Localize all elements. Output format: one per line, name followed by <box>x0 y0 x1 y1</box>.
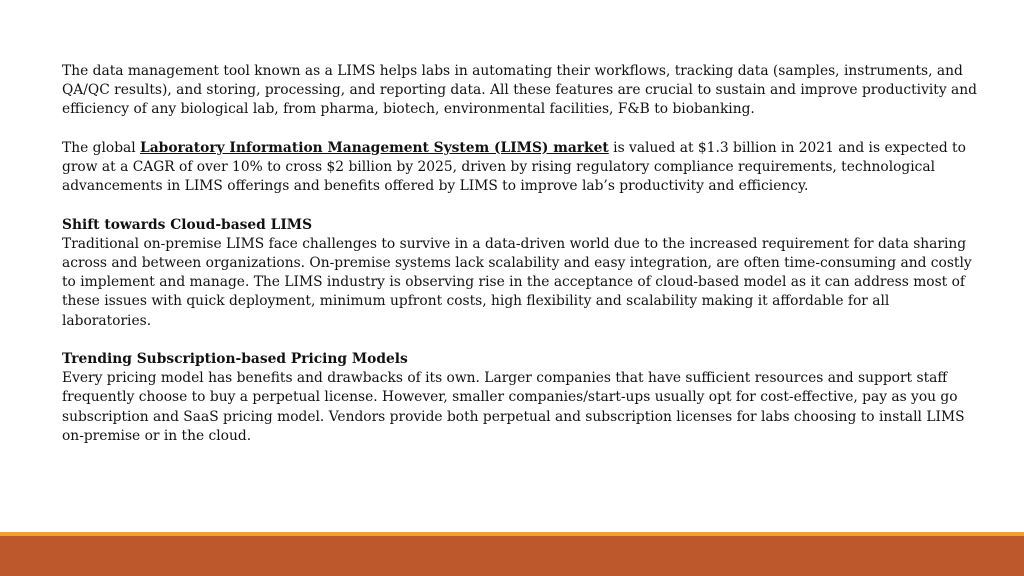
cloud-section <box>62 216 982 331</box>
pricing-section <box>62 350 982 446</box>
cloud-section-body: Traditional on-premise LIMS face challenges to survive in a data-driven world due to the increased requirement for data sharing across and between organizations. On-premise systems lack scalability and easy integration, are often time-consuming and costly to implement and manage. The LIMS industry is observing rise in the acceptance of cloud-based model as it can address most of these issues with quick deployment, minimum upfront costs, high flexibility and scalability making it affordable for all laboratories. <box>62 235 972 329</box>
market-paragraph-suffix: is valued at $1.3 billion in 2021 and is expected to grow at a CAGR of over 10% to cross $2 billion by 2025, driven by rising regulatory compliance requirements, technological advancements in LIMS offerings and benefits offered by LIMS to improve lab’s productivity and efficiency. <box>62 139 966 195</box>
intro-paragraph: The data management tool known as a LIMS helps labs in automating their workflows, tracking data (samples, instruments, and QA/QC results), and storing, processing, and reporting data. All these features are crucial to sustain and improve productivity and efficiency of any biological lab, from pharma, biotech, environmental facilities, F&B to biobanking. <box>62 63 977 118</box>
market-paragraph-prefix: The global <box>62 139 141 156</box>
lims-market-link[interactable]: Laboratory Information Management System (LIMS) market <box>140 139 609 156</box>
cloud-section-heading: Shift towards Cloud-based LIMS <box>62 216 313 233</box>
pricing-section-heading: Trending Subscription-based Pricing Models <box>62 351 408 367</box>
market-paragraph <box>62 139 982 197</box>
pricing-section-body: Every pricing model has benefits and drawbacks of its own. Larger companies that have sufficient resources and support staff frequently choose to buy a perpetual license. However, smaller companies/start-ups usually opt for cost-effective, pay as you go subscription and SaaS pricing model. Vendors provide both perpetual and subscription licenses for labs choosing to install LIMS on-premise or in the cloud. <box>62 370 965 444</box>
slide-content <box>62 62 982 465</box>
footer-bar <box>0 536 1024 576</box>
